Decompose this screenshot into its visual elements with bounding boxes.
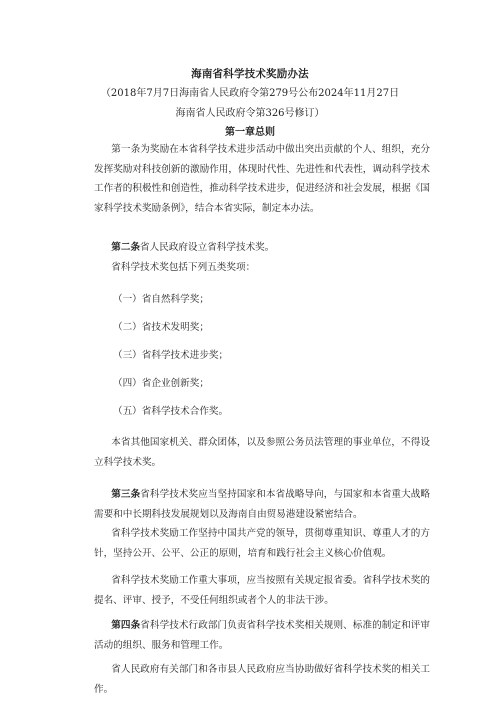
no-other-awards-paragraph: 本省其他国家机关、群众团体，以及参照公务员法管理的事业单位，不得设立科学技术奖。 — [94, 437, 430, 468]
article-2-text: 省人民政府设立省科学技术奖。 — [140, 242, 275, 253]
award-item-progress: （三）省科学技术进步奖； — [113, 350, 229, 361]
article-2-label: 第二条 — [111, 242, 141, 253]
article-4-label: 第四条 — [111, 620, 141, 631]
article-4-paragraph — [94, 616, 430, 655]
award-item-natural-science: （一）省自然科学奖； — [113, 294, 209, 305]
awards-intro: 省科学技术奖包括下列五类奖项： — [111, 262, 256, 273]
document-title: 海南省科学技术奖励办法 — [191, 68, 309, 80]
article-2-paragraph — [94, 238, 430, 258]
award-item-enterprise: （四）省企业创新奖； — [113, 378, 209, 389]
article-1-paragraph: 第一条为奖励在本省科学技术进步活动中做出突出贡献的个人、组织，充分发挥奖励对科技创新的激励作用，体现时代性、先进性和代表性，调动科学技术工作者的积极性和创造性，推动科学技术进步，促进经济和社会发展，根据《国家科学技术奖励条例》，结合本省实际，制定本办法。 — [94, 144, 430, 214]
article-3-text: 省科学技术奖应当坚持国家和本省战略导向，与国家和本省重大战略需要和中长期科技发展规划以及海南自由贸易港建设紧密结合。 — [94, 489, 431, 520]
document-subtitle: （2018年7月7日海南省人民政府令第279号公布2024年11月27日海南省人民政府令第326号修订） — [100, 88, 400, 119]
award-item-invention: （二）省技术发明奖； — [113, 322, 209, 333]
article-4-text: 省科学技术行政部门负责省科学技术奖相关规则、标准的制定和评审活动的组织、服务和管理工作。 — [94, 620, 431, 651]
chapter-heading: 第一章总则 — [225, 127, 275, 138]
principles-paragraph: 省科学技术奖励工作坚持中国共产党的领导，贯彻尊重知识、尊重人才的方针，坚持公开、公平、公正的原则，培育和践行社会主义核心价值观。 — [94, 528, 430, 559]
assist-paragraph: 省人民政府有关部门和各市县人民政府应当协助做好省科学技术奖的相关工作。 — [94, 664, 430, 695]
article-3-paragraph — [94, 485, 430, 524]
major-matters-paragraph: 省科学技术奖励工作重大事项，应当按照有关规定报省委。省科学技术奖的提名、评审、授予，不受任何组织或者个人的非法干涉。 — [94, 575, 430, 606]
award-item-cooperation: （五）省科学技术合作奖。 — [113, 406, 229, 417]
article-3-label: 第三条 — [111, 489, 141, 500]
